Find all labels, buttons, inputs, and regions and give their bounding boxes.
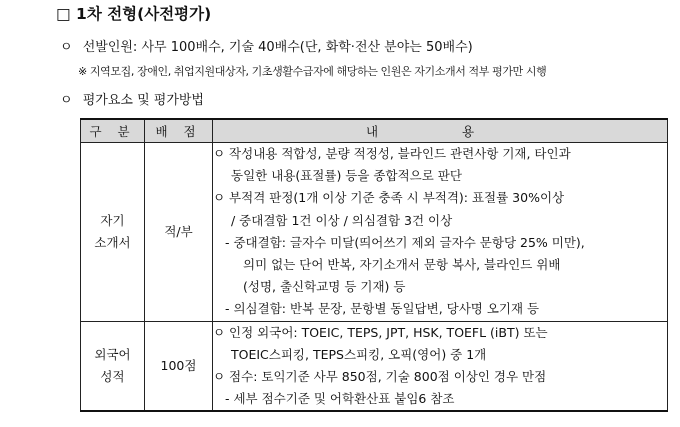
section-heading: □ 1차 전형(사전평가) <box>56 5 212 23</box>
evaluation-method-heading <box>60 89 204 108</box>
table-header-row <box>81 119 668 143</box>
table-row-self-introduction <box>81 143 668 322</box>
header-category: 구 분 <box>81 119 145 143</box>
score-cell: 100점 <box>145 321 213 411</box>
bullet-icon: ㅇ <box>60 40 73 55</box>
selection-note: ※ 지역모집, 장애인, 취업지원대상자, 기초생활수급자에 해당하는 인원은 자기소개서 적부 평가만 시행 <box>78 65 547 78</box>
content-line: - 의심결함: 반복 문장, 문항별 동일답변, 당사명 오기재 등 <box>225 301 540 317</box>
bullet-icon: ㅇ <box>60 93 73 108</box>
category-cell <box>81 143 145 322</box>
evaluation-method-text: 평가요소 및 평가방법 <box>82 93 204 108</box>
evaluation-table <box>80 118 668 412</box>
header-score: 배 점 <box>145 119 213 143</box>
content-line: ㅇ 부적격 판정(1개 이상 기준 충족 시 부적격): 표절률 30%이상 <box>213 190 565 206</box>
category-line: 외국어 <box>94 347 131 363</box>
content-line: ㅇ 작성내용 적합성, 분량 적정성, 블라인드 관련사항 기재, 타인과 <box>213 146 571 161</box>
content-line: - 중대결함: 글자수 미달(띄어쓰기 제외 글자수 문항당 25% 미만), <box>225 234 585 250</box>
content-cell <box>213 143 668 322</box>
content-line: TOEIC스피킹, TEPS스피킹, 오픽(영어) 중 1개 <box>231 346 487 362</box>
score-cell: 적/부 <box>145 143 213 322</box>
category-line: 성적 <box>100 369 125 385</box>
selection-quota-text: 선발인원: 사무 100배수, 기술 40배수(단, 화학·전산 분야는 50배수) <box>82 40 473 55</box>
content-line: / 중대결함 1건 이상 / 의심결함 3건 이상 <box>231 212 453 228</box>
content-line: 의미 없는 단어 반복, 자기소개서 문항 복사, 블라인드 위배 <box>243 257 561 273</box>
content-line: 동일한 내용(표절률) 등을 종합적으로 판단 <box>231 168 462 184</box>
table-row-foreign-language <box>81 321 668 411</box>
content-line: ㅇ 점수: 토익기준 사무 850점, 기술 800점 이상인 경우 만점 <box>213 369 547 385</box>
header-content: 내 용 <box>213 119 668 143</box>
content-line: - 세부 점수기준 및 어학환산표 붙임6 참조 <box>225 391 455 407</box>
selection-quota <box>60 36 473 55</box>
content-line: (성명, 출신학교명 등 기재) 등 <box>243 279 406 295</box>
category-line: 자기 <box>100 212 125 228</box>
content-line: ㅇ 인정 외국어: TOEIC, TEPS, JPT, HSK, TOEFL (iBT) 또는 <box>213 324 548 340</box>
category-line: 소개서 <box>94 234 131 250</box>
category-cell <box>81 321 145 411</box>
content-cell <box>213 321 668 411</box>
